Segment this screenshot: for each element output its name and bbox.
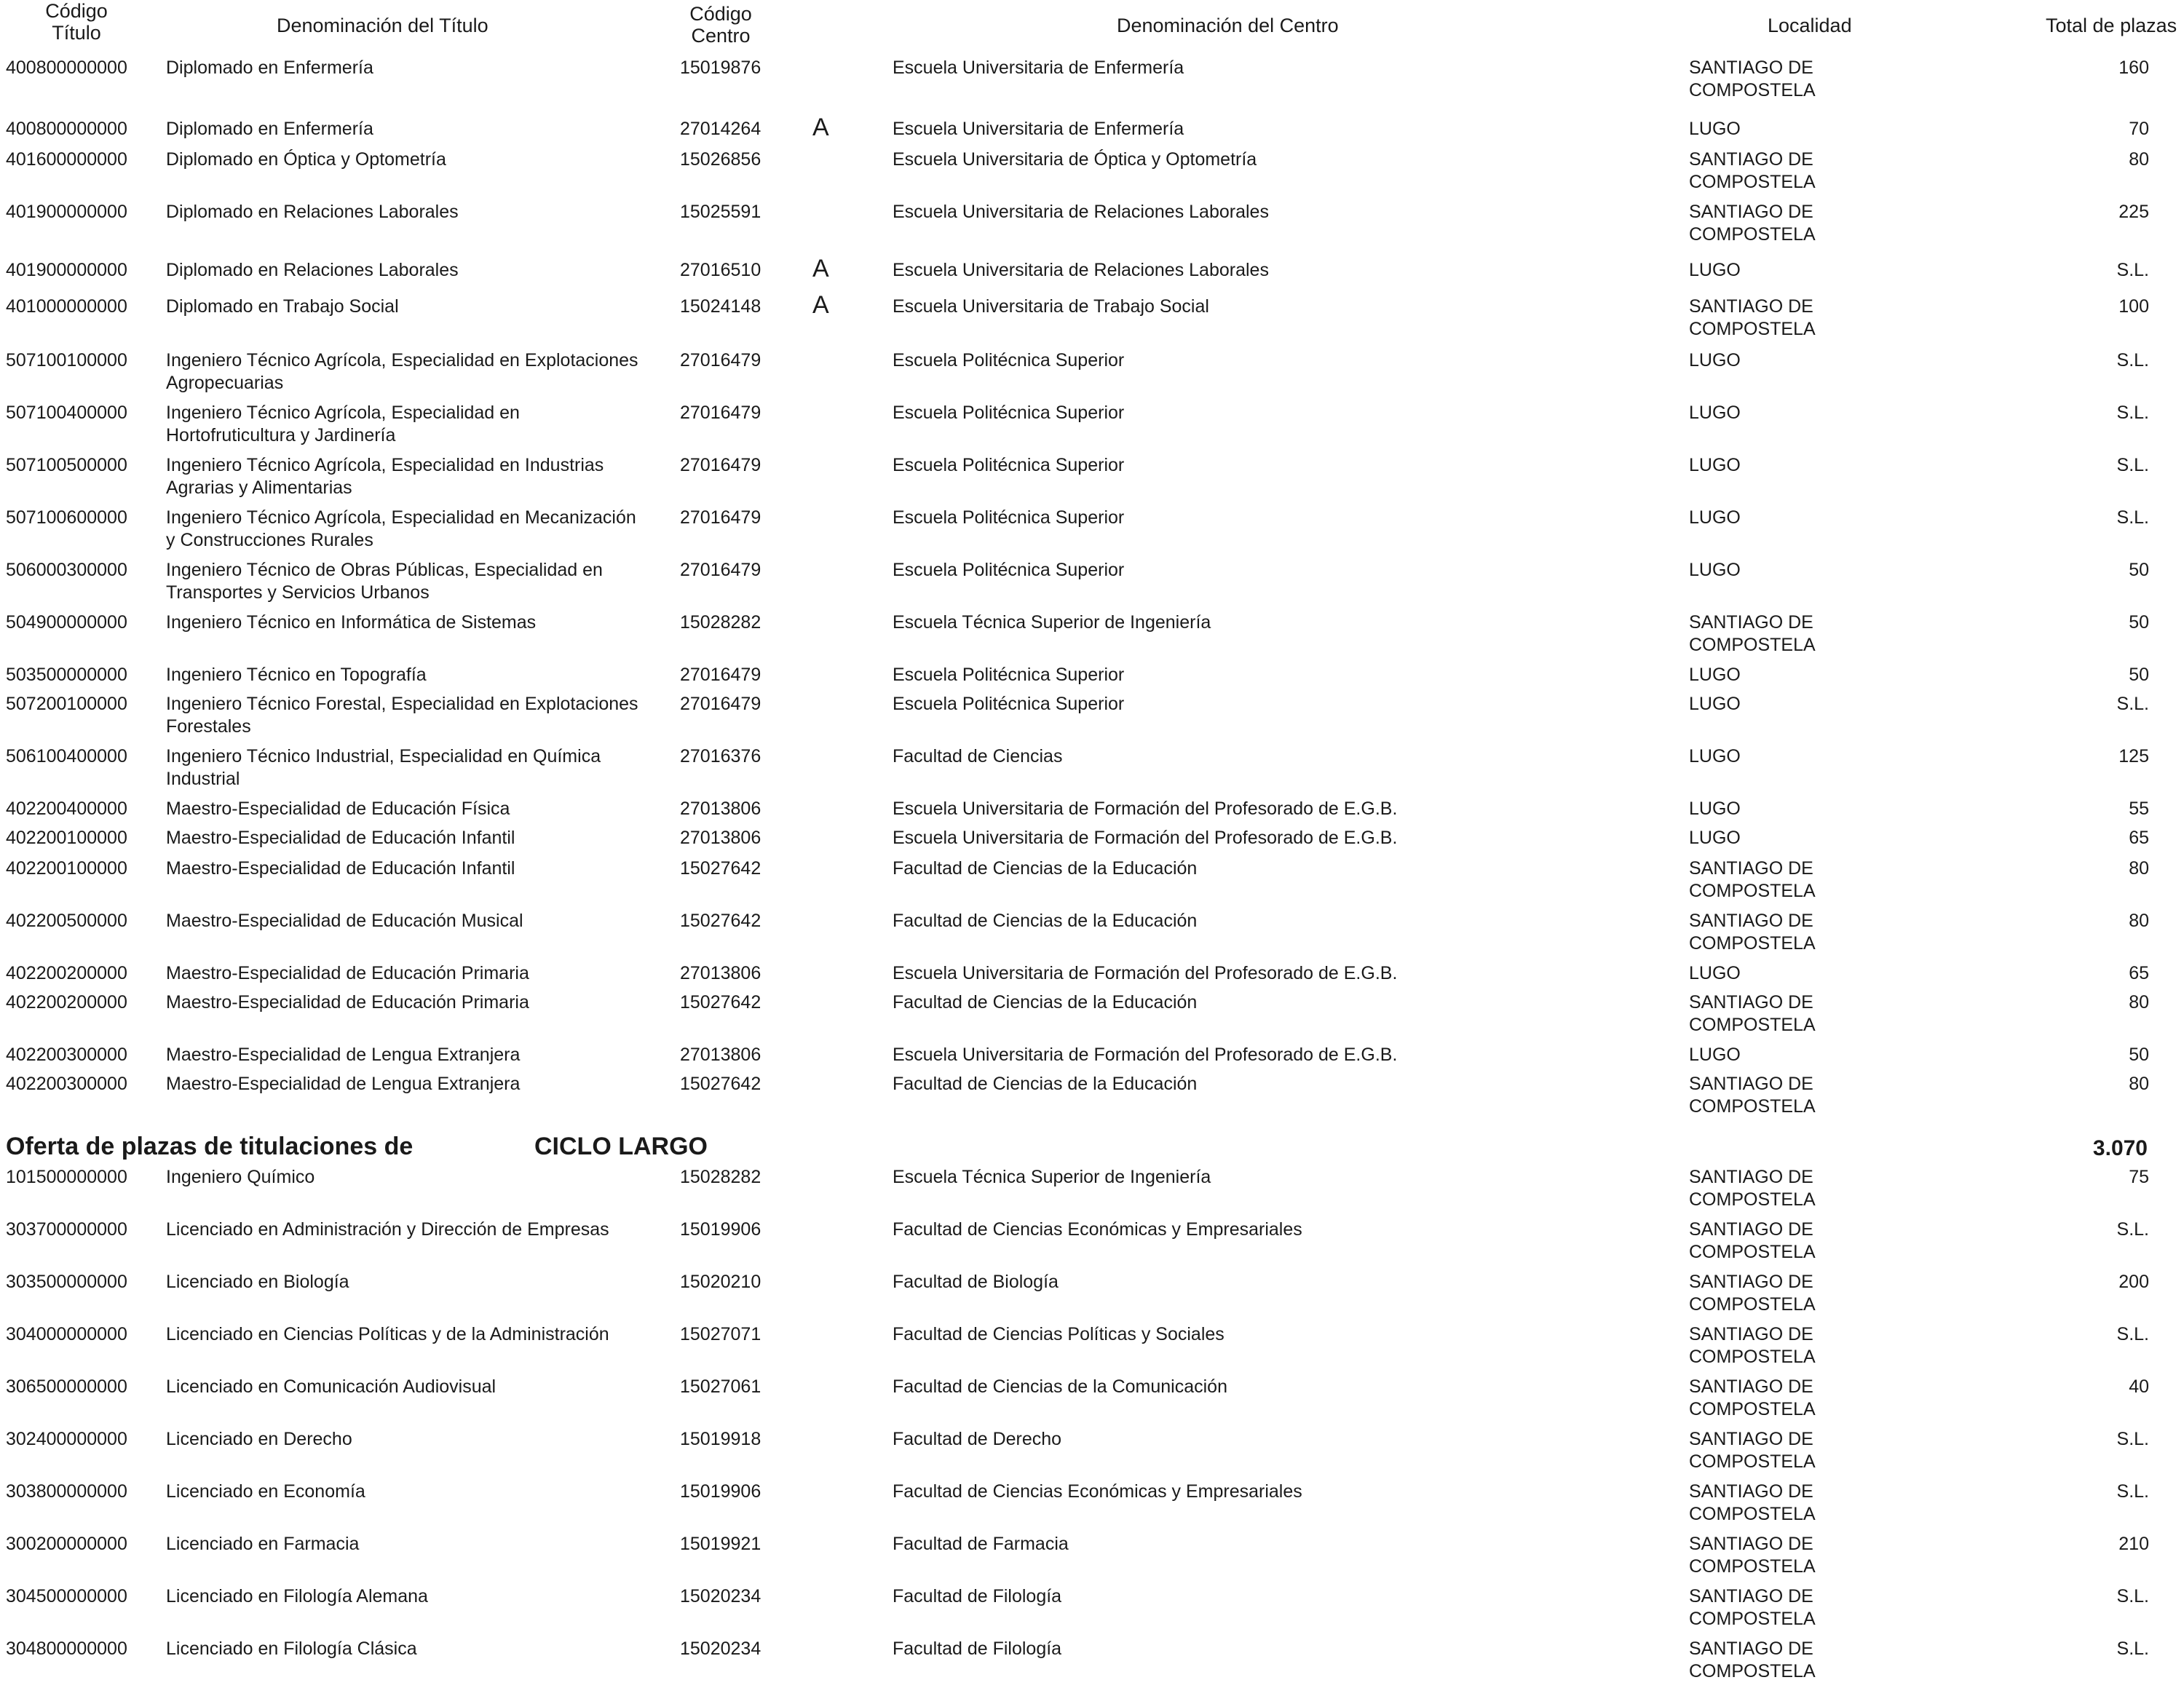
localidad-cell: LUGO — [1689, 665, 1741, 685]
codigo-titulo-cell: 402200100000 — [6, 858, 127, 879]
denominacion-centro-cell: Escuela Universitaria de Formación del Profesorado de E.G.B. — [893, 799, 1398, 819]
total-plazas-cell: 225 — [2118, 202, 2149, 222]
denominacion-titulo-cell: Maestro-Especialidad de Educación Primaria — [166, 992, 529, 1013]
total-plazas-cell: 80 — [2129, 992, 2149, 1013]
denominacion-titulo-cell: Maestro-Especialidad de Educación Musical — [166, 911, 523, 931]
header-codigo-titulo-line1: Código — [45, 0, 108, 22]
total-plazas-cell: S.L. — [2116, 694, 2149, 714]
codigo-centro-cell: 15025591 — [680, 202, 761, 222]
codigo-centro-cell: 27016479 — [680, 665, 761, 685]
total-plazas-cell: 80 — [2129, 911, 2149, 931]
codigo-centro-cell: 27016479 — [680, 403, 761, 423]
denominacion-centro-cell: Escuela Universitaria de Enfermería — [893, 119, 1184, 139]
denominacion-titulo-cell: Ingeniero Técnico en Informática de Sistemas — [166, 612, 537, 633]
codigo-centro-cell: 15028282 — [680, 1167, 761, 1187]
total-plazas-cell: S.L. — [2116, 260, 2149, 280]
denominacion-centro-cell: Facultad de Filología — [893, 1639, 1062, 1659]
total-plazas-cell: S.L. — [2116, 1219, 2149, 1240]
denominacion-titulo-cell: Ingeniero Técnico Agrícola, Especialidad en Industrias Agrarias y Alimentarias — [166, 455, 604, 498]
codigo-centro-cell: 15027642 — [680, 1074, 761, 1094]
codigo-centro-cell: 15024148 — [680, 296, 761, 317]
total-plazas-cell: S.L. — [2116, 455, 2149, 475]
codigo-titulo-cell: 303500000000 — [6, 1272, 127, 1292]
denominacion-titulo-cell: Ingeniero Técnico Agrícola, Especialidad en Hortofruticultura y Jardinería — [166, 403, 520, 445]
denominacion-centro-cell: Escuela Universitaria de Óptica y Optometría — [893, 149, 1257, 170]
total-plazas-cell: 100 — [2118, 296, 2149, 317]
codigo-centro-cell: 15019906 — [680, 1219, 761, 1240]
total-plazas-cell: 80 — [2129, 149, 2149, 170]
denominacion-centro-cell: Facultad de Farmacia — [893, 1534, 1069, 1554]
denominacion-centro-cell: Escuela Universitaria de Formación del Profesorado de E.G.B. — [893, 828, 1398, 848]
localidad-cell: SANTIAGO DE COMPOSTELA — [1689, 858, 1816, 901]
localidad-cell: SANTIAGO DE COMPOSTELA — [1689, 1586, 1816, 1629]
localidad-cell: LUGO — [1689, 1045, 1741, 1065]
codigo-centro-cell: 27016479 — [680, 350, 761, 371]
denominacion-centro-cell: Escuela Universitaria de Relaciones Laborales — [893, 260, 1269, 280]
header-codigo-centro-line2: Centro — [691, 25, 751, 47]
total-plazas-cell: 50 — [2129, 560, 2149, 580]
denominacion-titulo-cell: Ingeniero Técnico en Topografía — [166, 665, 427, 685]
header-codigo-centro-line1: Código — [689, 3, 752, 25]
denominacion-titulo-cell: Ingeniero Técnico Agrícola, Especialidad en Explotaciones Agropecuarias — [166, 350, 638, 393]
denominacion-centro-cell: Escuela Universitaria de Trabajo Social — [893, 296, 1209, 317]
section-kind: CICLO LARGO — [534, 1133, 708, 1160]
denominacion-centro-cell: Escuela Politécnica Superior — [893, 350, 1125, 371]
header-codigo-titulo — [36, 0, 116, 44]
denominacion-titulo-cell: Ingeniero Técnico Forestal, Especialidad en Explotaciones Forestales — [166, 694, 638, 737]
denominacion-titulo-cell: Licenciado en Economía — [166, 1481, 365, 1502]
denominacion-centro-cell: Facultad de Ciencias Políticas y Sociales — [893, 1324, 1224, 1344]
codigo-titulo-cell: 402200300000 — [6, 1045, 127, 1065]
denominacion-titulo-cell: Maestro-Especialidad de Lengua Extranjera — [166, 1045, 521, 1065]
codigo-titulo-cell: 507100100000 — [6, 350, 127, 371]
total-plazas-cell: 160 — [2118, 58, 2149, 78]
codigo-titulo-cell: 300200000000 — [6, 1534, 127, 1554]
codigo-titulo-cell: 401600000000 — [6, 149, 127, 170]
denominacion-centro-cell: Escuela Politécnica Superior — [893, 455, 1125, 475]
denominacion-titulo-cell: Maestro-Especialidad de Educación Infantil — [166, 858, 515, 879]
codigo-titulo-cell: 402200500000 — [6, 911, 127, 931]
localidad-cell: SANTIAGO DE COMPOSTELA — [1689, 296, 1816, 339]
denominacion-centro-cell: Escuela Politécnica Superior — [893, 694, 1125, 714]
codigo-titulo-cell: 401900000000 — [6, 260, 127, 280]
codigo-centro-cell: 27016479 — [680, 694, 761, 714]
codigo-centro-cell: 15027071 — [680, 1324, 761, 1344]
denominacion-centro-cell: Facultad de Filología — [893, 1586, 1062, 1606]
denominacion-centro-cell: Escuela Politécnica Superior — [893, 665, 1125, 685]
total-plazas-cell: 200 — [2118, 1272, 2149, 1292]
total-plazas-cell: 65 — [2129, 963, 2149, 983]
codigo-centro-cell: 15020210 — [680, 1272, 761, 1292]
codigo-centro-cell: 27013806 — [680, 799, 761, 819]
denominacion-titulo-cell: Diplomado en Relaciones Laborales — [166, 202, 459, 222]
localidad-cell: LUGO — [1689, 260, 1741, 280]
denominacion-centro-cell: Escuela Universitaria de Formación del Profesorado de E.G.B. — [893, 1045, 1398, 1065]
codigo-titulo-cell: 400800000000 — [6, 58, 127, 78]
header-localidad: Localidad — [1768, 15, 1852, 36]
denominacion-titulo-cell: Ingeniero Técnico Agrícola, Especialidad en Mecanización y Construcciones Rurales — [166, 507, 636, 550]
codigo-titulo-cell: 507100600000 — [6, 507, 127, 528]
codigo-centro-cell: 27016479 — [680, 507, 761, 528]
denominacion-titulo-cell: Licenciado en Farmacia — [166, 1534, 360, 1554]
denominacion-titulo-cell: Licenciado en Comunicación Audiovisual — [166, 1376, 496, 1397]
denominacion-centro-cell: Escuela Universitaria de Relaciones Laborales — [893, 202, 1269, 222]
codigo-centro-cell: 15019918 — [680, 1429, 761, 1449]
total-plazas-cell: S.L. — [2116, 507, 2149, 528]
localidad-cell: SANTIAGO DE COMPOSTELA — [1689, 1074, 1816, 1117]
codigo-centro-cell: 15027642 — [680, 858, 761, 879]
total-plazas-cell: S.L. — [2116, 1639, 2149, 1659]
localidad-cell: LUGO — [1689, 119, 1741, 139]
denominacion-centro-cell: Escuela Universitaria de Enfermería — [893, 58, 1184, 78]
total-plazas-cell: 50 — [2129, 1045, 2149, 1065]
codigo-titulo-cell: 401000000000 — [6, 296, 127, 317]
codigo-titulo-cell: 401900000000 — [6, 202, 127, 222]
header-denominacion-centro: Denominación del Centro — [1117, 15, 1339, 36]
codigo-titulo-cell: 402200100000 — [6, 828, 127, 848]
codigo-centro-cell: 15027642 — [680, 911, 761, 931]
denominacion-centro-cell: Facultad de Derecho — [893, 1429, 1062, 1449]
section-title: Oferta de plazas de titulaciones de — [6, 1133, 414, 1160]
total-plazas-cell: S.L. — [2116, 1481, 2149, 1502]
localidad-cell: LUGO — [1689, 746, 1741, 766]
denominacion-centro-cell: Facultad de Ciencias de la Educación — [893, 992, 1198, 1013]
localidad-cell: SANTIAGO DE COMPOSTELA — [1689, 1272, 1816, 1315]
codigo-centro-cell: 27014264 — [680, 119, 761, 139]
codigo-titulo-cell: 400800000000 — [6, 119, 127, 139]
header-denominacion-titulo: Denominación del Título — [277, 15, 488, 36]
codigo-titulo-cell: 506100400000 — [6, 746, 127, 766]
codigo-centro-cell: 15026856 — [680, 149, 761, 170]
total-plazas-cell: 50 — [2129, 665, 2149, 685]
total-plazas-cell: 50 — [2129, 612, 2149, 633]
codigo-titulo-cell: 306500000000 — [6, 1376, 127, 1397]
total-plazas-cell: 125 — [2118, 746, 2149, 766]
codigo-centro-cell: 27016479 — [680, 455, 761, 475]
denominacion-titulo-cell: Licenciado en Filología Clásica — [166, 1639, 417, 1659]
total-plazas-cell: S.L. — [2116, 1586, 2149, 1606]
localidad-cell: SANTIAGO DE COMPOSTELA — [1689, 1219, 1816, 1262]
denominacion-titulo-cell: Licenciado en Administración y Dirección de Empresas — [166, 1219, 609, 1240]
denominacion-titulo-cell: Diplomado en Enfermería — [166, 119, 373, 139]
codigo-centro-cell: 27016510 — [680, 260, 761, 280]
denominacion-titulo-cell: Licenciado en Biología — [166, 1272, 349, 1292]
marca-cell: A — [812, 291, 829, 319]
total-plazas-cell: S.L. — [2116, 350, 2149, 371]
localidad-cell: SANTIAGO DE COMPOSTELA — [1689, 612, 1816, 655]
localidad-cell: LUGO — [1689, 828, 1741, 848]
denominacion-centro-cell: Facultad de Ciencias de la Comunicación — [893, 1376, 1227, 1397]
localidad-cell: LUGO — [1689, 403, 1741, 423]
codigo-centro-cell: 15027061 — [680, 1376, 761, 1397]
denominacion-centro-cell: Facultad de Ciencias de la Educación — [893, 1074, 1198, 1094]
denominacion-titulo-cell: Diplomado en Trabajo Social — [166, 296, 399, 317]
localidad-cell: SANTIAGO DE COMPOSTELA — [1689, 1376, 1816, 1419]
denominacion-titulo-cell: Diplomado en Óptica y Optometría — [166, 149, 446, 170]
codigo-centro-cell: 15020234 — [680, 1586, 761, 1606]
marca-cell: A — [812, 114, 829, 141]
denominacion-titulo-cell: Maestro-Especialidad de Educación Primaria — [166, 963, 529, 983]
codigo-centro-cell: 27013806 — [680, 963, 761, 983]
total-plazas-cell: 80 — [2129, 858, 2149, 879]
codigo-titulo-cell: 302400000000 — [6, 1429, 127, 1449]
codigo-titulo-cell: 507100400000 — [6, 403, 127, 423]
codigo-centro-cell: 15019906 — [680, 1481, 761, 1502]
denominacion-titulo-cell: Licenciado en Ciencias Políticas y de la Administración — [166, 1324, 609, 1344]
denominacion-centro-cell: Escuela Politécnica Superior — [893, 560, 1125, 580]
localidad-cell: LUGO — [1689, 455, 1741, 475]
denominacion-titulo-cell: Ingeniero Técnico Industrial, Especialidad en Química Industrial — [166, 746, 601, 789]
localidad-cell: SANTIAGO DE COMPOSTELA — [1689, 1534, 1816, 1577]
total-plazas-cell: 65 — [2129, 828, 2149, 848]
codigo-titulo-cell: 402200200000 — [6, 992, 127, 1013]
total-plazas-cell: 70 — [2129, 119, 2149, 139]
denominacion-titulo-cell: Diplomado en Relaciones Laborales — [166, 260, 459, 280]
total-plazas-cell: S.L. — [2116, 1429, 2149, 1449]
marca-cell: A — [812, 255, 829, 282]
localidad-cell: SANTIAGO DE COMPOSTELA — [1689, 1639, 1816, 1681]
denominacion-titulo-cell: Licenciado en Derecho — [166, 1429, 352, 1449]
denominacion-centro-cell: Escuela Politécnica Superior — [893, 403, 1125, 423]
codigo-centro-cell: 15027642 — [680, 992, 761, 1013]
localidad-cell: LUGO — [1689, 560, 1741, 580]
denominacion-centro-cell: Escuela Técnica Superior de Ingeniería — [893, 1167, 1211, 1187]
codigo-centro-cell: 27013806 — [680, 1045, 761, 1065]
total-plazas-cell: 55 — [2129, 799, 2149, 819]
codigo-titulo-cell: 506000300000 — [6, 560, 127, 580]
localidad-cell: LUGO — [1689, 963, 1741, 983]
codigo-titulo-cell: 402200400000 — [6, 799, 127, 819]
codigo-titulo-cell: 304800000000 — [6, 1639, 127, 1659]
codigo-titulo-cell: 503500000000 — [6, 665, 127, 685]
localidad-cell: LUGO — [1689, 507, 1741, 528]
total-plazas-cell: 75 — [2129, 1167, 2149, 1187]
denominacion-centro-cell: Facultad de Ciencias Económicas y Empresariales — [893, 1219, 1302, 1240]
denominacion-centro-cell: Facultad de Ciencias de la Educación — [893, 911, 1198, 931]
codigo-centro-cell: 15028282 — [680, 612, 761, 633]
denominacion-centro-cell: Facultad de Biología — [893, 1272, 1059, 1292]
localidad-cell: SANTIAGO DE COMPOSTELA — [1689, 911, 1816, 954]
localidad-cell: SANTIAGO DE COMPOSTELA — [1689, 202, 1816, 245]
header-codigo-centro — [677, 3, 764, 47]
codigo-titulo-cell: 304000000000 — [6, 1324, 127, 1344]
localidad-cell: SANTIAGO DE COMPOSTELA — [1689, 1324, 1816, 1367]
localidad-cell: SANTIAGO DE COMPOSTELA — [1689, 58, 1816, 100]
total-plazas-cell: 40 — [2129, 1376, 2149, 1397]
codigo-titulo-cell: 504900000000 — [6, 612, 127, 633]
codigo-titulo-cell: 303800000000 — [6, 1481, 127, 1502]
codigo-titulo-cell: 507200100000 — [6, 694, 127, 714]
localidad-cell: SANTIAGO DE COMPOSTELA — [1689, 992, 1816, 1035]
denominacion-centro-cell: Escuela Politécnica Superior — [893, 507, 1125, 528]
codigo-centro-cell: 27013806 — [680, 828, 761, 848]
denominacion-titulo-cell: Ingeniero Técnico de Obras Públicas, Especialidad en Transportes y Servicios Urbanos — [166, 560, 603, 603]
codigo-titulo-cell: 101500000000 — [6, 1167, 127, 1187]
codigo-centro-cell: 27016376 — [680, 746, 761, 766]
denominacion-centro-cell: Escuela Universitaria de Formación del Profesorado de E.G.B. — [893, 963, 1398, 983]
header-codigo-titulo-line2: Título — [52, 22, 101, 44]
header-total-plazas: Total de plazas — [2046, 15, 2177, 36]
total-plazas-cell: 210 — [2118, 1534, 2149, 1554]
total-plazas-cell: S.L. — [2116, 403, 2149, 423]
denominacion-centro-cell: Escuela Técnica Superior de Ingeniería — [893, 612, 1211, 633]
denominacion-titulo-cell: Maestro-Especialidad de Educación Infantil — [166, 828, 515, 848]
codigo-centro-cell: 15019876 — [680, 58, 761, 78]
codigo-titulo-cell: 402200300000 — [6, 1074, 127, 1094]
localidad-cell: LUGO — [1689, 694, 1741, 714]
denominacion-centro-cell: Facultad de Ciencias de la Educación — [893, 858, 1198, 879]
localidad-cell: SANTIAGO DE COMPOSTELA — [1689, 1429, 1816, 1472]
denominacion-centro-cell: Facultad de Ciencias Económicas y Empresariales — [893, 1481, 1302, 1502]
localidad-cell: LUGO — [1689, 799, 1741, 819]
codigo-centro-cell: 15019921 — [680, 1534, 761, 1554]
denominacion-titulo-cell: Licenciado en Filología Alemana — [166, 1586, 428, 1606]
denominacion-centro-cell: Facultad de Ciencias — [893, 746, 1063, 766]
localidad-cell: LUGO — [1689, 350, 1741, 371]
codigo-centro-cell: 15020234 — [680, 1639, 761, 1659]
total-plazas-cell: S.L. — [2116, 1324, 2149, 1344]
codigo-centro-cell: 27016479 — [680, 560, 761, 580]
localidad-cell: SANTIAGO DE COMPOSTELA — [1689, 149, 1816, 192]
section-total: 3.070 — [2092, 1136, 2148, 1160]
denominacion-titulo-cell: Maestro-Especialidad de Educación Física — [166, 799, 510, 819]
localidad-cell: SANTIAGO DE COMPOSTELA — [1689, 1167, 1816, 1210]
codigo-titulo-cell: 402200200000 — [6, 963, 127, 983]
denominacion-titulo-cell: Diplomado en Enfermería — [166, 58, 373, 78]
localidad-cell: SANTIAGO DE COMPOSTELA — [1689, 1481, 1816, 1524]
total-plazas-cell: 80 — [2129, 1074, 2149, 1094]
codigo-titulo-cell: 304500000000 — [6, 1586, 127, 1606]
codigo-titulo-cell: 507100500000 — [6, 455, 127, 475]
denominacion-titulo-cell: Ingeniero Químico — [166, 1167, 315, 1187]
codigo-titulo-cell: 303700000000 — [6, 1219, 127, 1240]
denominacion-titulo-cell: Maestro-Especialidad de Lengua Extranjera — [166, 1074, 521, 1094]
